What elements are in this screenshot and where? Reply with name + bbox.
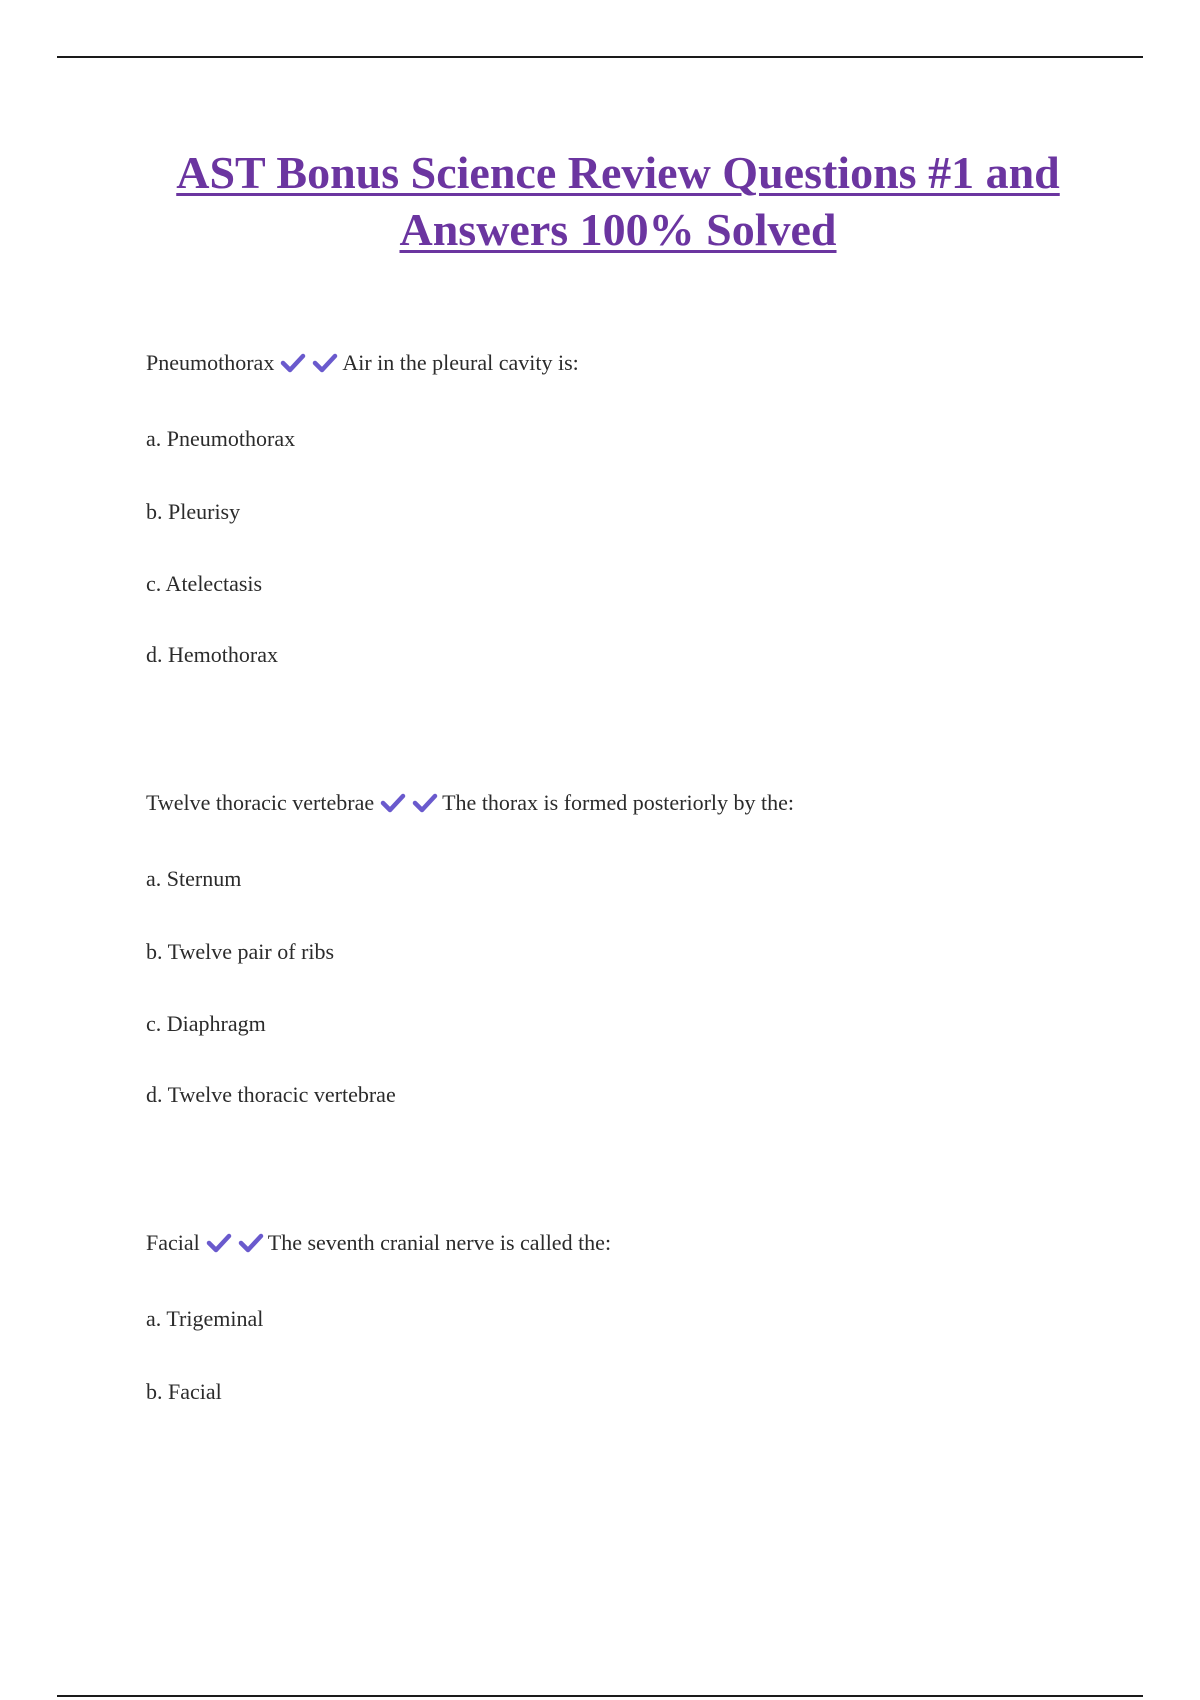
question-line bbox=[146, 350, 579, 376]
option-item: c. Diaphragm bbox=[146, 1011, 266, 1036]
option-item: d. Twelve thoracic vertebrae bbox=[146, 1082, 396, 1107]
option-item: b. Twelve pair of ribs bbox=[146, 939, 335, 964]
check-icon bbox=[412, 792, 438, 814]
check-icon bbox=[312, 352, 338, 374]
question-line bbox=[146, 1230, 611, 1256]
option-item: a. Sternum bbox=[146, 866, 242, 891]
check-icon bbox=[238, 1232, 264, 1254]
option-item: c. Atelectasis bbox=[146, 571, 263, 596]
option-item: a. Trigeminal bbox=[146, 1306, 264, 1331]
option-item: b. Pleurisy bbox=[146, 499, 241, 524]
question-line bbox=[146, 790, 794, 816]
document-title: AST Bonus Science Review Questions #1 and Answers 100% Solved bbox=[176, 147, 1060, 255]
check-icon bbox=[206, 1232, 232, 1254]
answer-text: Facial bbox=[146, 1230, 200, 1255]
question-text: Air in the pleural cavity is: bbox=[342, 350, 579, 375]
bottom-rule bbox=[57, 1695, 1143, 1697]
check-icon bbox=[280, 352, 306, 374]
question-text: The thorax is formed posteriorly by the: bbox=[442, 790, 795, 815]
answer-text: Pneumothorax bbox=[146, 350, 275, 375]
answer-text: Twelve thoracic vertebrae bbox=[146, 790, 375, 815]
option-item: d. Hemothorax bbox=[146, 642, 278, 667]
option-item: b. Facial bbox=[146, 1379, 222, 1404]
check-icon bbox=[380, 792, 406, 814]
top-rule bbox=[57, 56, 1143, 58]
option-item: a. Pneumothorax bbox=[146, 426, 296, 451]
question-text: The seventh cranial nerve is called the: bbox=[267, 1230, 612, 1255]
